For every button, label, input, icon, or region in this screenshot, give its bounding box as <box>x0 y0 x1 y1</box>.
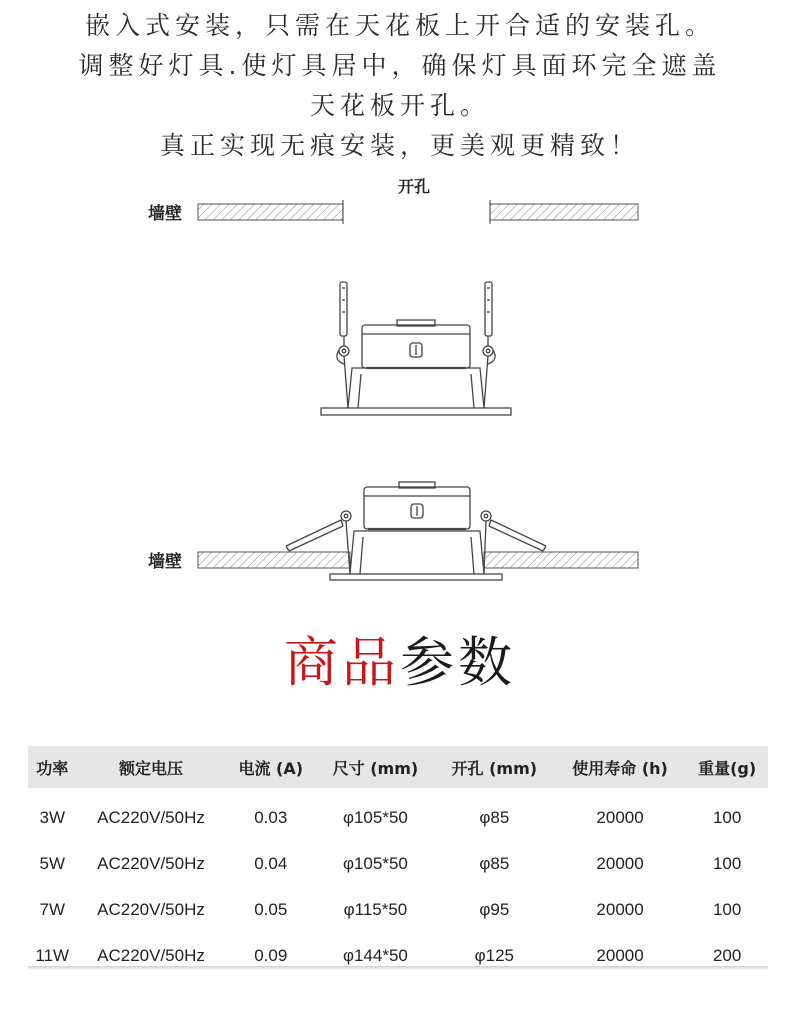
wall-bottom-right <box>484 552 638 568</box>
cell-size: φ115*50 <box>343 900 408 919</box>
cell-current: 0.04 <box>254 854 288 873</box>
section-title-part1: 商品 <box>284 631 400 694</box>
table-row <box>28 887 768 933</box>
cell-weight: 100 <box>712 900 742 919</box>
header-current: 电流 (A) <box>238 758 304 778</box>
table-header-row <box>28 746 768 788</box>
section-title-part2: 参数 <box>400 631 516 694</box>
cell-cutout: φ95 <box>479 900 510 919</box>
cell-lifespan: 20000 <box>596 946 644 965</box>
intro-line-4: 真正实现无痕安装，更美观更精致！ <box>159 131 640 160</box>
cell-voltage: AC220V/50Hz <box>97 808 205 827</box>
cell-size: φ105*50 <box>342 854 408 873</box>
header-lifespan: 使用寿命 (h) <box>572 758 668 778</box>
hole-label: 开孔 <box>397 177 431 196</box>
spec-table <box>28 746 768 979</box>
wall-top-right <box>490 204 638 220</box>
cell-weight: 100 <box>712 854 742 873</box>
cell-power: 3W <box>39 808 65 827</box>
cell-size: φ105*50 <box>342 808 408 827</box>
cell-cutout: φ85 <box>479 854 510 873</box>
intro-line-3: 天花板开孔。 <box>309 91 490 120</box>
cell-voltage: AC220V/50Hz <box>97 854 205 873</box>
intro-line-1: 嵌入式安装，只需在天花板上开合适的安装孔。 <box>84 11 715 40</box>
table-bottom-shadow <box>28 966 768 970</box>
cell-voltage: AC220V/50Hz <box>97 946 205 965</box>
wall-label-bottom: 墙壁 <box>148 552 182 572</box>
wall-label-top: 墙壁 <box>148 204 182 224</box>
wall-bottom-left <box>198 552 350 568</box>
cell-current: 0.09 <box>254 946 288 965</box>
cell-power: 7W <box>39 900 65 919</box>
cell-power: 11W <box>35 946 70 965</box>
header-voltage: 额定电压 <box>119 758 184 778</box>
header-weight: 重量(g) <box>698 758 757 778</box>
header-cutout: 开孔 (mm) <box>451 758 538 778</box>
section-title <box>0 628 800 698</box>
cell-size: φ144*50 <box>342 946 408 965</box>
cell-current: 0.03 <box>254 808 288 827</box>
cell-cutout: φ125 <box>474 946 515 965</box>
header-size: 尺寸 (mm) <box>332 758 419 778</box>
wall-top-left <box>198 204 343 220</box>
header-power: 功率 <box>36 758 69 778</box>
cell-lifespan: 20000 <box>596 900 644 919</box>
intro-line-2: 调整好灯具.使灯具居中，确保灯具面环完全遮盖 <box>78 51 722 80</box>
cell-current: 0.05 <box>254 900 288 919</box>
cell-weight: 100 <box>712 808 742 827</box>
cell-power: 5W <box>39 854 65 873</box>
cell-voltage: AC220V/50Hz <box>97 900 205 919</box>
table-row <box>28 788 768 841</box>
table-row <box>28 841 768 887</box>
cell-cutout: φ85 <box>479 808 510 827</box>
cell-weight: 200 <box>712 946 742 965</box>
lamp-uninstalled <box>321 282 511 415</box>
cell-lifespan: 20000 <box>596 808 644 827</box>
cell-lifespan: 20000 <box>596 854 644 873</box>
table-row <box>28 933 768 979</box>
